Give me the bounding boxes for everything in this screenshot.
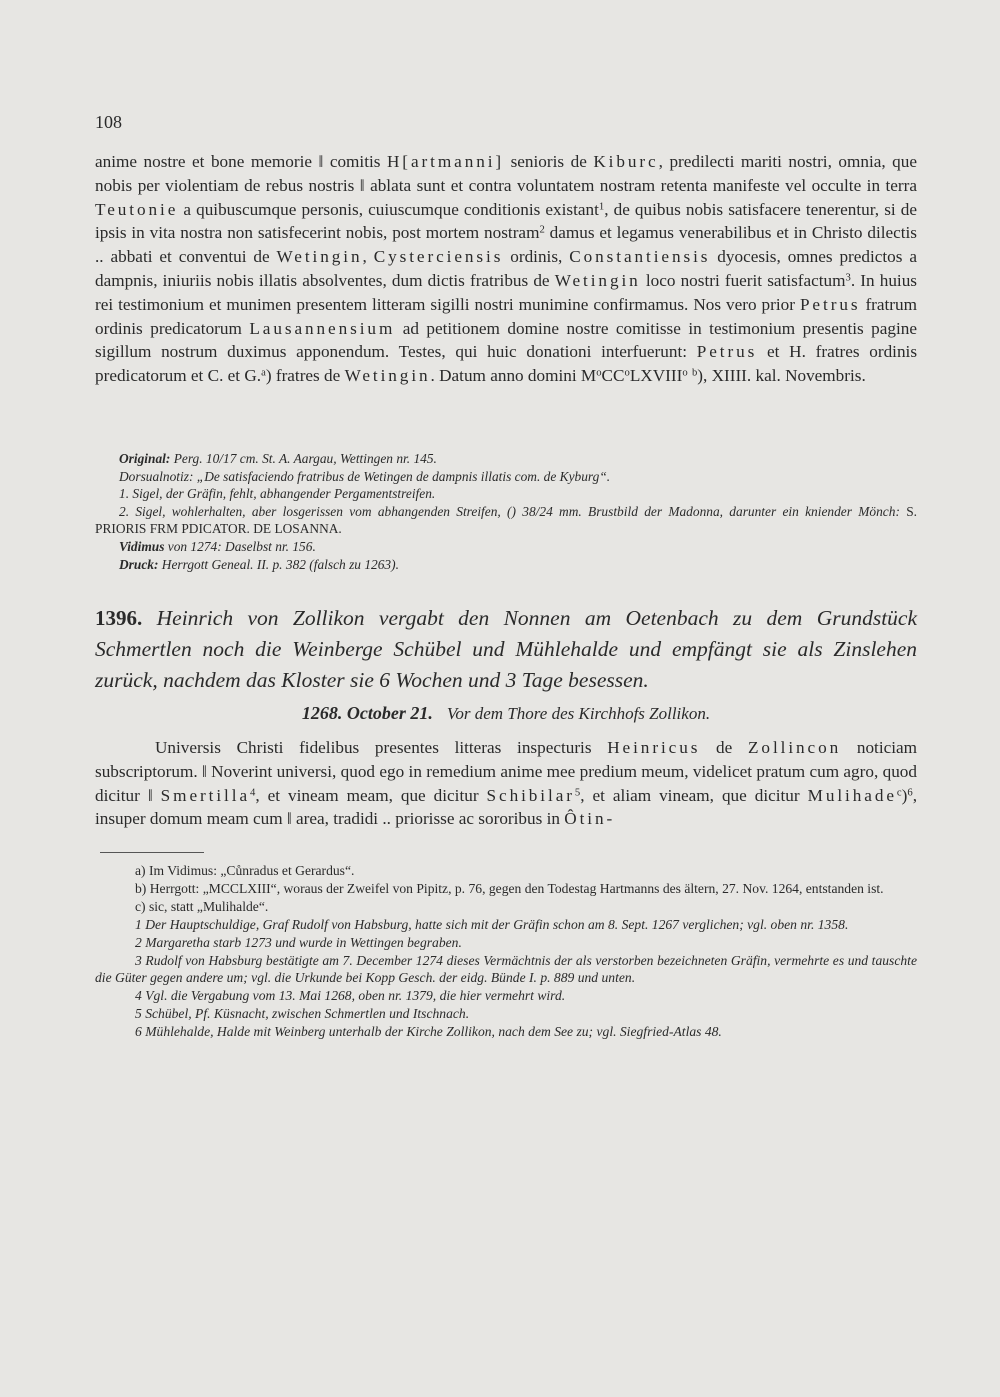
ordinal-mark: o [624, 367, 630, 379]
ordinal-mark: o [596, 367, 602, 379]
note-text: Perg. 10/17 cm. St. A. Aargau, Wettingen nr. 145. [170, 451, 437, 466]
dorsual-note [95, 468, 917, 486]
spaced-name: Zollincon [748, 738, 842, 757]
entry-text [95, 736, 917, 831]
text-run: fratrum ordinis predicatorum [95, 294, 917, 338]
footnote-ref: 2 [539, 225, 545, 237]
footnote-3: 3 Rudolf von Habsburg bestätigte am 7. December 1274 dieses Vermächtnis der als verstorben bezeichneten Gräfin, vermehrte es und tauschte die Güter gegen andere um; vgl. die Urkunde bei Kopp Gesch. der eidg. Bünde I. p. 889 und unten. [95, 952, 917, 986]
text-run: ) [901, 785, 908, 805]
ordinal-mark: o [682, 367, 688, 379]
text-run: noticiam subscriptorum. ‖ Noverint universi, quod ego in remedium anime mee predium meum, videlicet pratum cum agro, quod dicitur ‖ [95, 738, 917, 805]
text-run: . Datum anno domini M [430, 366, 597, 386]
seal-legend: S. PRIORIS FRM PDICATOR. DE LOSANNA. [95, 503, 917, 537]
vidimus-note [95, 538, 917, 556]
spaced-name: Petrus [799, 294, 861, 314]
page-number: 108 [95, 112, 122, 132]
entry-number: 1396. [95, 606, 143, 630]
footnote-a: a) Im Vidimus: „Cůnradus et Gerardus“. [135, 863, 355, 878]
spaced-name: Wetingin [554, 270, 641, 290]
note-label: Dorsualnotiz: [119, 468, 194, 484]
text-run: ), XIIII. kal. Novembris. [697, 366, 866, 386]
text-run: , [362, 247, 374, 267]
entry-title: Heinrich von Zollikon vergabt den Nonnen am Oetenbach zu dem Grundstück Schmertlen noch die Weinberge Schübel und Mühlehalde und empfängt sie als Zinslehen zurück, nachdem das Kloster sie 6 Wochen und 3 Tage besessen. [95, 606, 918, 692]
note-label: Vidimus [119, 538, 165, 554]
spaced-name: Wetingin [344, 366, 431, 386]
spaced-name: Smertilla [160, 785, 250, 805]
entry-place: Vor dem Thore des Kirchhofs Zollikon. [446, 704, 711, 723]
text-run: dyocesis, omnes predictos a dampnis, iniuriis nobis illatis absolventes, dum dictis fratribus de [95, 247, 917, 290]
spaced-name: Kiburc [593, 152, 659, 171]
text-run: . In huius rei testimonium et munimen presentem litteram sigilli nostri munimine confirmamus. Nos vero prior [95, 270, 917, 314]
footnote-ref: 4 [250, 787, 256, 799]
text-run: ordinis, [503, 247, 570, 267]
note-label: Druck: [119, 556, 159, 572]
text-run: loco nostri fuerit satisfactum [640, 270, 846, 290]
footnote-6: 6 Mühlehalde, Halde mit Weinberg unterhalb der Kirche Zollikon, nach dem See zu; vgl. Siegfried-Atlas 48. [135, 1024, 722, 1040]
text-run: de [700, 738, 748, 757]
text-run: Universis Christi fidelibus presentes litteras inspecturis [155, 738, 608, 757]
footnote-ref: c [896, 787, 902, 799]
seal-note-2 [95, 503, 917, 538]
footnote-divider [100, 852, 204, 853]
text-run: , insuper domum meam cum ‖ area, tradidi .. priorisse ac sororibus in [95, 785, 917, 829]
footnote-4: 4 Vgl. die Vergabung vom 13. Mai 1268, oben nr. 1379, die hier vermehrt wird. [135, 988, 566, 1004]
spaced-name: Lausannensium [249, 318, 396, 338]
footnote-ref: a [261, 367, 266, 379]
spaced-name: Wetingin [276, 247, 363, 267]
text-run: , et vineam meam, que dicitur [255, 785, 487, 805]
text-run: ) fratres de [265, 366, 345, 386]
footnote-5: 5 Schübel, Pf. Küsnacht, zwischen Schmertlen und Itschnach. [135, 1006, 470, 1022]
spaced-name: Teutonie [95, 199, 179, 219]
footnote-ref: 6 [907, 787, 913, 799]
entry-date: 1268. October 21. [301, 703, 433, 723]
footnote-2: 2 Margaretha starb 1273 und wurde in Wettingen begraben. [135, 934, 462, 950]
text-run: a quibuscumque personis, cuiuscumque conditionis existant [178, 199, 599, 219]
entry-dateline [95, 703, 917, 724]
spaced-name: H[artmanni] [386, 152, 505, 171]
text-run: senioris de [504, 152, 594, 171]
footnote-c: c) sic, statt „Mulihalde“. [135, 898, 269, 914]
spaced-name: Petrus [696, 342, 758, 362]
note-text: 2. Sigel, wohlerhalten, aber losgerissen vom abhangenden Streifen, () 38/24 mm. Brustbild der Madonna, darunter ein kniender Mönch: [119, 503, 907, 519]
entry-heading [95, 603, 917, 696]
footnote-ref: b [691, 367, 698, 379]
spaced-name: Mulihade [807, 785, 897, 805]
druck-note [95, 556, 917, 574]
text-run: , et aliam vineam, que dicitur [580, 785, 808, 805]
text-run: , de quibus nobis satisfacere tenerentur, si de ipsis in vita nostra non satisfecerint nobis, post mortem nostram [95, 199, 917, 243]
seal-note-1: 1. Sigel, der Gräfin, fehlt, abhangender Pergamentstreifen. [119, 486, 436, 502]
source-notes [95, 450, 917, 573]
charter-paragraph [95, 150, 917, 388]
footnote-ref: 5 [574, 787, 581, 799]
text-run: CC [601, 366, 625, 386]
text-run: ad petitionem domine nostre comitisse in testimonium presentis pagine sigillum nostrum duximus apponendum. Testes, qui huic donationi interfuerunt: [95, 318, 917, 362]
note-text: Herrgott Geneal. II. p. 382 (falsch zu 1263). [158, 556, 399, 572]
note-label: Original: [119, 451, 171, 466]
footnote-1: 1 Der Hauptschuldige, Graf Rudolf von Habsburg, hatte sich mit der Gräfin schon am 8. Sept. 1267 verglichen; vgl. oben nr. 1358. [135, 916, 849, 932]
spaced-name: Schibilar [486, 785, 575, 805]
spaced-name: Heinricus [607, 738, 701, 757]
charter-text [95, 150, 917, 388]
note-text: von 1274: Daselbst nr. 156. [164, 538, 316, 554]
text-run: anime nostre et bone memorie ‖ comitis [95, 152, 387, 171]
text-run: , predilecti mariti nostri, omnia, que nobis per violentiam de rebus nostris ‖ ablata sunt et contra voluntatem nostram retenta manifeste vel occulte in terra [95, 152, 917, 195]
text-run: damus et legamus venerabilibus et in Christo dilectis .. abbati et conventui de [95, 223, 917, 267]
spaced-name: Ôtin- [564, 809, 616, 829]
spaced-name: Constantiensis [569, 247, 711, 267]
text-run: LXVIII [629, 366, 683, 386]
footnote-ref: 1 [598, 201, 605, 213]
footnotes [95, 862, 917, 1041]
note-text: „De satisfaciendo fratribus de Wetingen de dampnis illatis com. de Kyburg“. [193, 468, 611, 484]
original-note [95, 450, 917, 468]
footnote-b: b) Herrgott: „MCCLXIII“, woraus der Zweifel von Pipitz, p. 76, gegen den Todestag Hartmanns des ältern, 27. Nov. 1264, entstanden ist. [135, 880, 884, 896]
entry-paragraph [95, 736, 917, 831]
footnote-ref: 3 [845, 272, 851, 284]
spaced-name: Cysterciensis [373, 247, 504, 267]
text-run: et H. fratres ordinis predicatorum et C. et G. [95, 342, 918, 386]
